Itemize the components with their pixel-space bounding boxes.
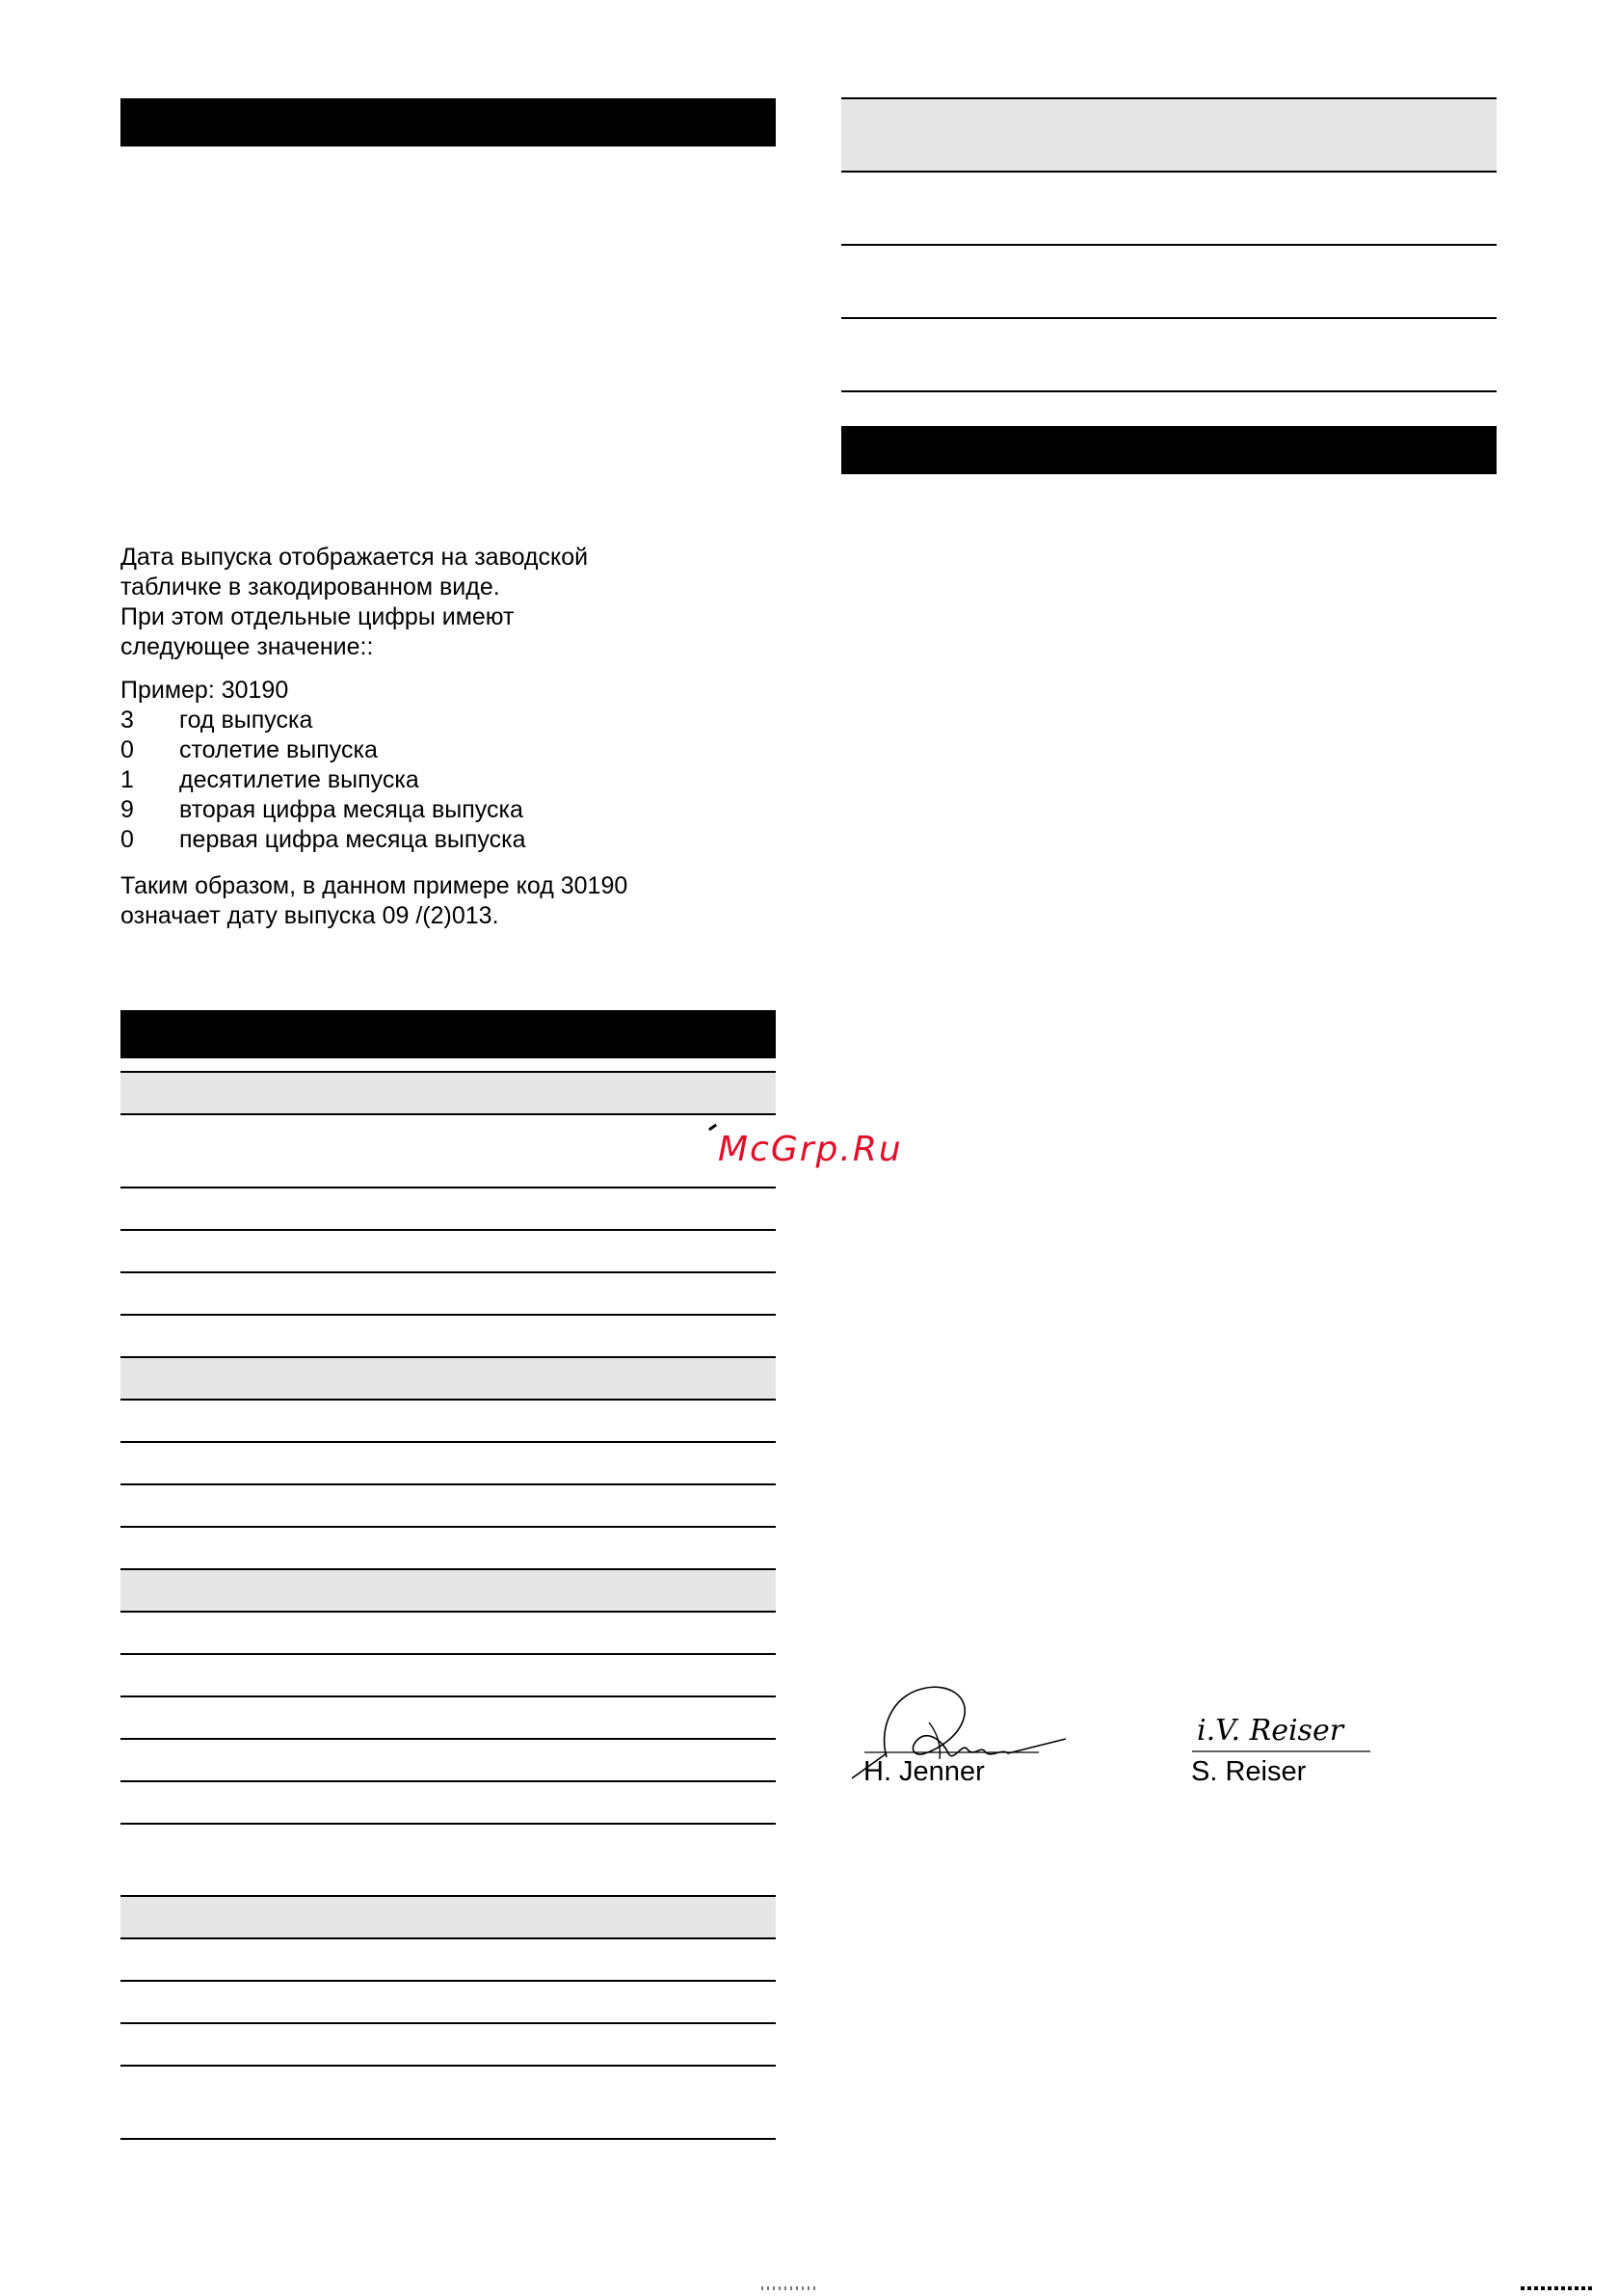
svg-text:i.V. Reiser: i.V. Reiser (1197, 1714, 1344, 1748)
table-rule (841, 390, 1497, 392)
table-rule (120, 2022, 776, 2024)
example-label: Пример: 30190 (120, 677, 289, 704)
code-row (120, 706, 312, 735)
watermark-text: McGrp.Ru (718, 1130, 903, 1169)
table-rule (120, 1895, 776, 1897)
code-digit: 9 (120, 796, 134, 823)
table-rule (120, 1780, 776, 1782)
code-digit: 1 (120, 766, 134, 793)
table-rule (841, 171, 1497, 173)
intro-line: табличке в закодированном виде. (120, 574, 500, 601)
code-digit: 0 (120, 736, 134, 763)
table-rule (120, 1356, 776, 1358)
footer-scan-marks (1521, 2286, 1593, 2290)
table-rule (120, 1113, 776, 1115)
table-rule (120, 1980, 776, 1982)
conclusion-line: означает дату выпуска 09 /(2)013. (120, 902, 499, 929)
code-meaning: вторая цифра месяца выпуска (179, 796, 523, 823)
table-rule (120, 1229, 776, 1231)
table-group-row (120, 1358, 776, 1399)
table-rule (120, 1653, 776, 1655)
table-rule (120, 1071, 776, 1073)
code-meaning: столетие выпуска (179, 736, 378, 763)
intro-line: Дата выпуска отображается на заводской (120, 544, 589, 571)
signature-reiser (1187, 1701, 1380, 1759)
table-rule (120, 1823, 776, 1825)
code-row (120, 795, 523, 825)
table-rule (120, 1399, 776, 1401)
table-rule (841, 244, 1497, 246)
code-row (120, 825, 526, 855)
intro-line: При этом отдельные цифры имеют (120, 603, 515, 630)
table-rule (120, 1483, 776, 1485)
table-rule (120, 1738, 776, 1740)
table-rule (120, 1611, 776, 1613)
table-rule (841, 317, 1497, 319)
code-row (120, 735, 378, 765)
code-meaning: первая цифра месяца выпуска (179, 826, 526, 853)
intro-line: следующее значение:: (120, 633, 374, 660)
table-rule (120, 2065, 776, 2067)
table-rule (120, 1695, 776, 1697)
code-digit: 0 (120, 826, 134, 853)
section-header-bar-left-top (120, 98, 776, 147)
table-rule (120, 1937, 776, 1939)
section-header-bar-right (841, 426, 1497, 474)
code-meaning: год выпуска (179, 707, 313, 734)
table-rule (120, 1568, 776, 1570)
signer-name: S. Reiser (1191, 1756, 1307, 1787)
table-rule (120, 1526, 776, 1528)
table-rule (120, 1271, 776, 1273)
table-group-row (120, 1073, 776, 1113)
table-group-row (120, 1897, 776, 1937)
table-group-row (841, 99, 1497, 171)
footer-scan-marks (761, 2286, 819, 2290)
code-row (120, 765, 419, 795)
table-group-row (120, 1570, 776, 1611)
watermark-tick (708, 1124, 717, 1132)
table-rule (120, 1314, 776, 1316)
table-rule (120, 1441, 776, 1443)
table-rule (841, 97, 1497, 99)
signer-name: H. Jenner (863, 1756, 985, 1787)
code-digit: 3 (120, 707, 134, 734)
table-rule (120, 1187, 776, 1188)
table-rule (120, 2138, 776, 2140)
code-meaning: десятилетие выпуска (179, 766, 419, 793)
spec-table-header-bar (120, 1010, 776, 1058)
conclusion-line: Таким образом, в данном примере код 30190 (120, 872, 628, 899)
